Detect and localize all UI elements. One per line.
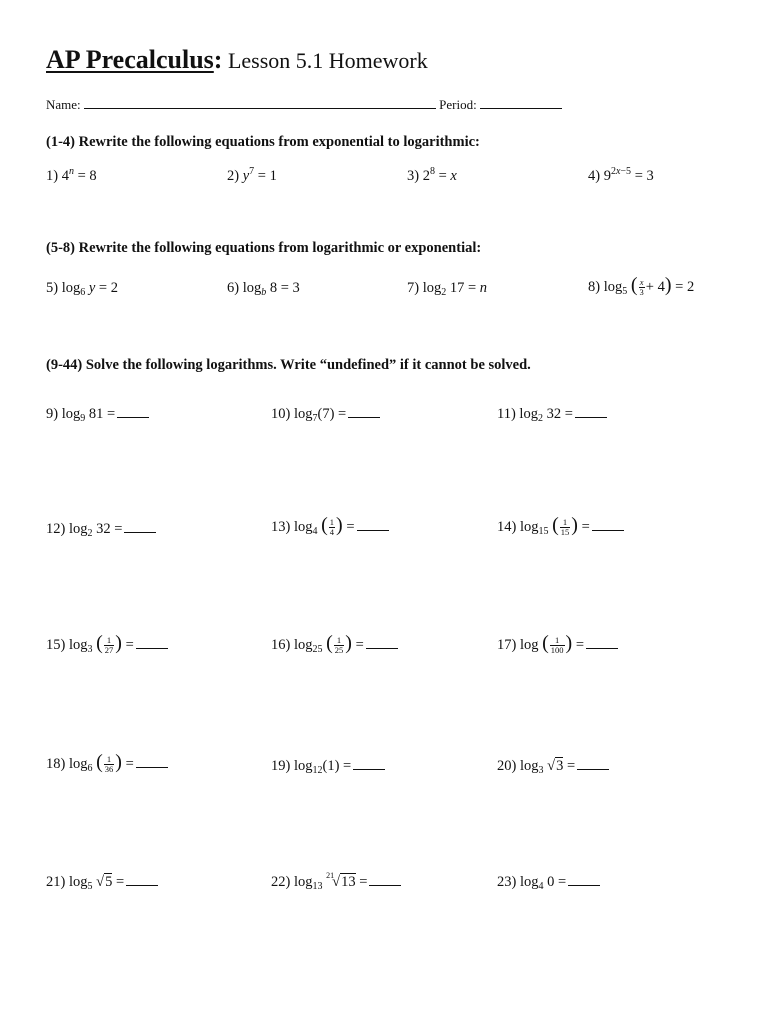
problem-7: 7) $\log_2 17 = n$ (407, 280, 488, 298)
problem-3: 3) $2^8 = x$ (407, 166, 457, 184)
problem-19: 19) $\log_{12}(1)$ = (271, 758, 385, 775)
answer-blank[interactable] (369, 875, 401, 886)
page-title (46, 44, 428, 77)
lesson-name: Lesson 5.1 Homework (222, 48, 428, 73)
answer-blank[interactable] (136, 757, 168, 768)
problem-20: 20) $\log_3 √3$ = (497, 758, 609, 775)
problem-11: 11) $\log_2 32$ = (497, 406, 607, 423)
problem-12: 12) $\log_2 32$ = (46, 521, 156, 538)
problem-22: 22) $\log_{13} ^{21}√13$ = (271, 874, 401, 891)
answer-blank[interactable] (124, 522, 156, 533)
problem-15: 15) $\log_3$ ( $\frac{1}{27}$ ) = (46, 634, 168, 657)
problem-8: 8) $\log_5$ ( $\frac{x}{3}$ + 4) = 2 (588, 274, 695, 297)
answer-blank[interactable] (586, 638, 618, 649)
problem-9: 9) $\log_9 81$ = (46, 406, 149, 423)
answer-blank[interactable] (117, 407, 149, 418)
answer-blank[interactable] (577, 759, 609, 770)
answer-blank[interactable] (575, 407, 607, 418)
period-label: Period: (439, 97, 477, 112)
problem-16: 16) $\log_{25}$ ( $\frac{1}{25}$ ) = (271, 634, 398, 657)
name-label: Name: (46, 97, 81, 112)
title-colon: : (213, 45, 223, 74)
answer-blank[interactable] (357, 520, 389, 531)
problem-18: 18) $\log_6$ ( $\frac{1}{36}$ ) = (46, 753, 168, 776)
problem-14: 14) $\log_{15}$ ( $\frac{1}{15}$ ) = (497, 516, 624, 539)
problem-1: 1) $4^n = 8$ (46, 166, 97, 184)
answer-blank[interactable] (136, 638, 168, 649)
section-heading-1: (1-4) Rewrite the following equations from exponential to logarithmic: (46, 134, 480, 150)
problem-21: 21) $\log_5 √5$ = (46, 874, 158, 891)
answer-blank[interactable] (568, 875, 600, 886)
answer-blank[interactable] (353, 759, 385, 770)
answer-blank[interactable] (348, 407, 380, 418)
problem-2: 2) $y^7 = 1$ (227, 166, 277, 184)
period-field[interactable] (480, 97, 562, 109)
section-heading-3: (9-44) Solve the following logarithms. Write “undefined” if it cannot be solved. (46, 357, 531, 373)
problem-5: 5) $\log_6 y = 2$ (46, 280, 118, 298)
course-name: AP Precalculus (46, 45, 214, 74)
problem-13: 13) $\log_4$ ( $\frac{1}{4}$ ) = (271, 516, 389, 539)
answer-blank[interactable] (126, 875, 158, 886)
problem-4: 4) $9^{2x-5} = 3$ (588, 166, 654, 184)
problem-23: 23) $\log_4 0$ = (497, 874, 600, 891)
name-period-line (46, 97, 562, 113)
problem-17: 17) log ( $\frac{1}{100}$ ) = (497, 634, 618, 657)
problem-6: 6) $\log_b 8 = 3$ (227, 280, 300, 298)
answer-blank[interactable] (592, 520, 624, 531)
name-field[interactable] (84, 97, 436, 109)
answer-blank[interactable] (366, 638, 398, 649)
section-heading-2: (5-8) Rewrite the following equations from logarithmic or exponential: (46, 240, 482, 256)
problem-10: 10) $\log_7(7)$ = (271, 406, 380, 423)
